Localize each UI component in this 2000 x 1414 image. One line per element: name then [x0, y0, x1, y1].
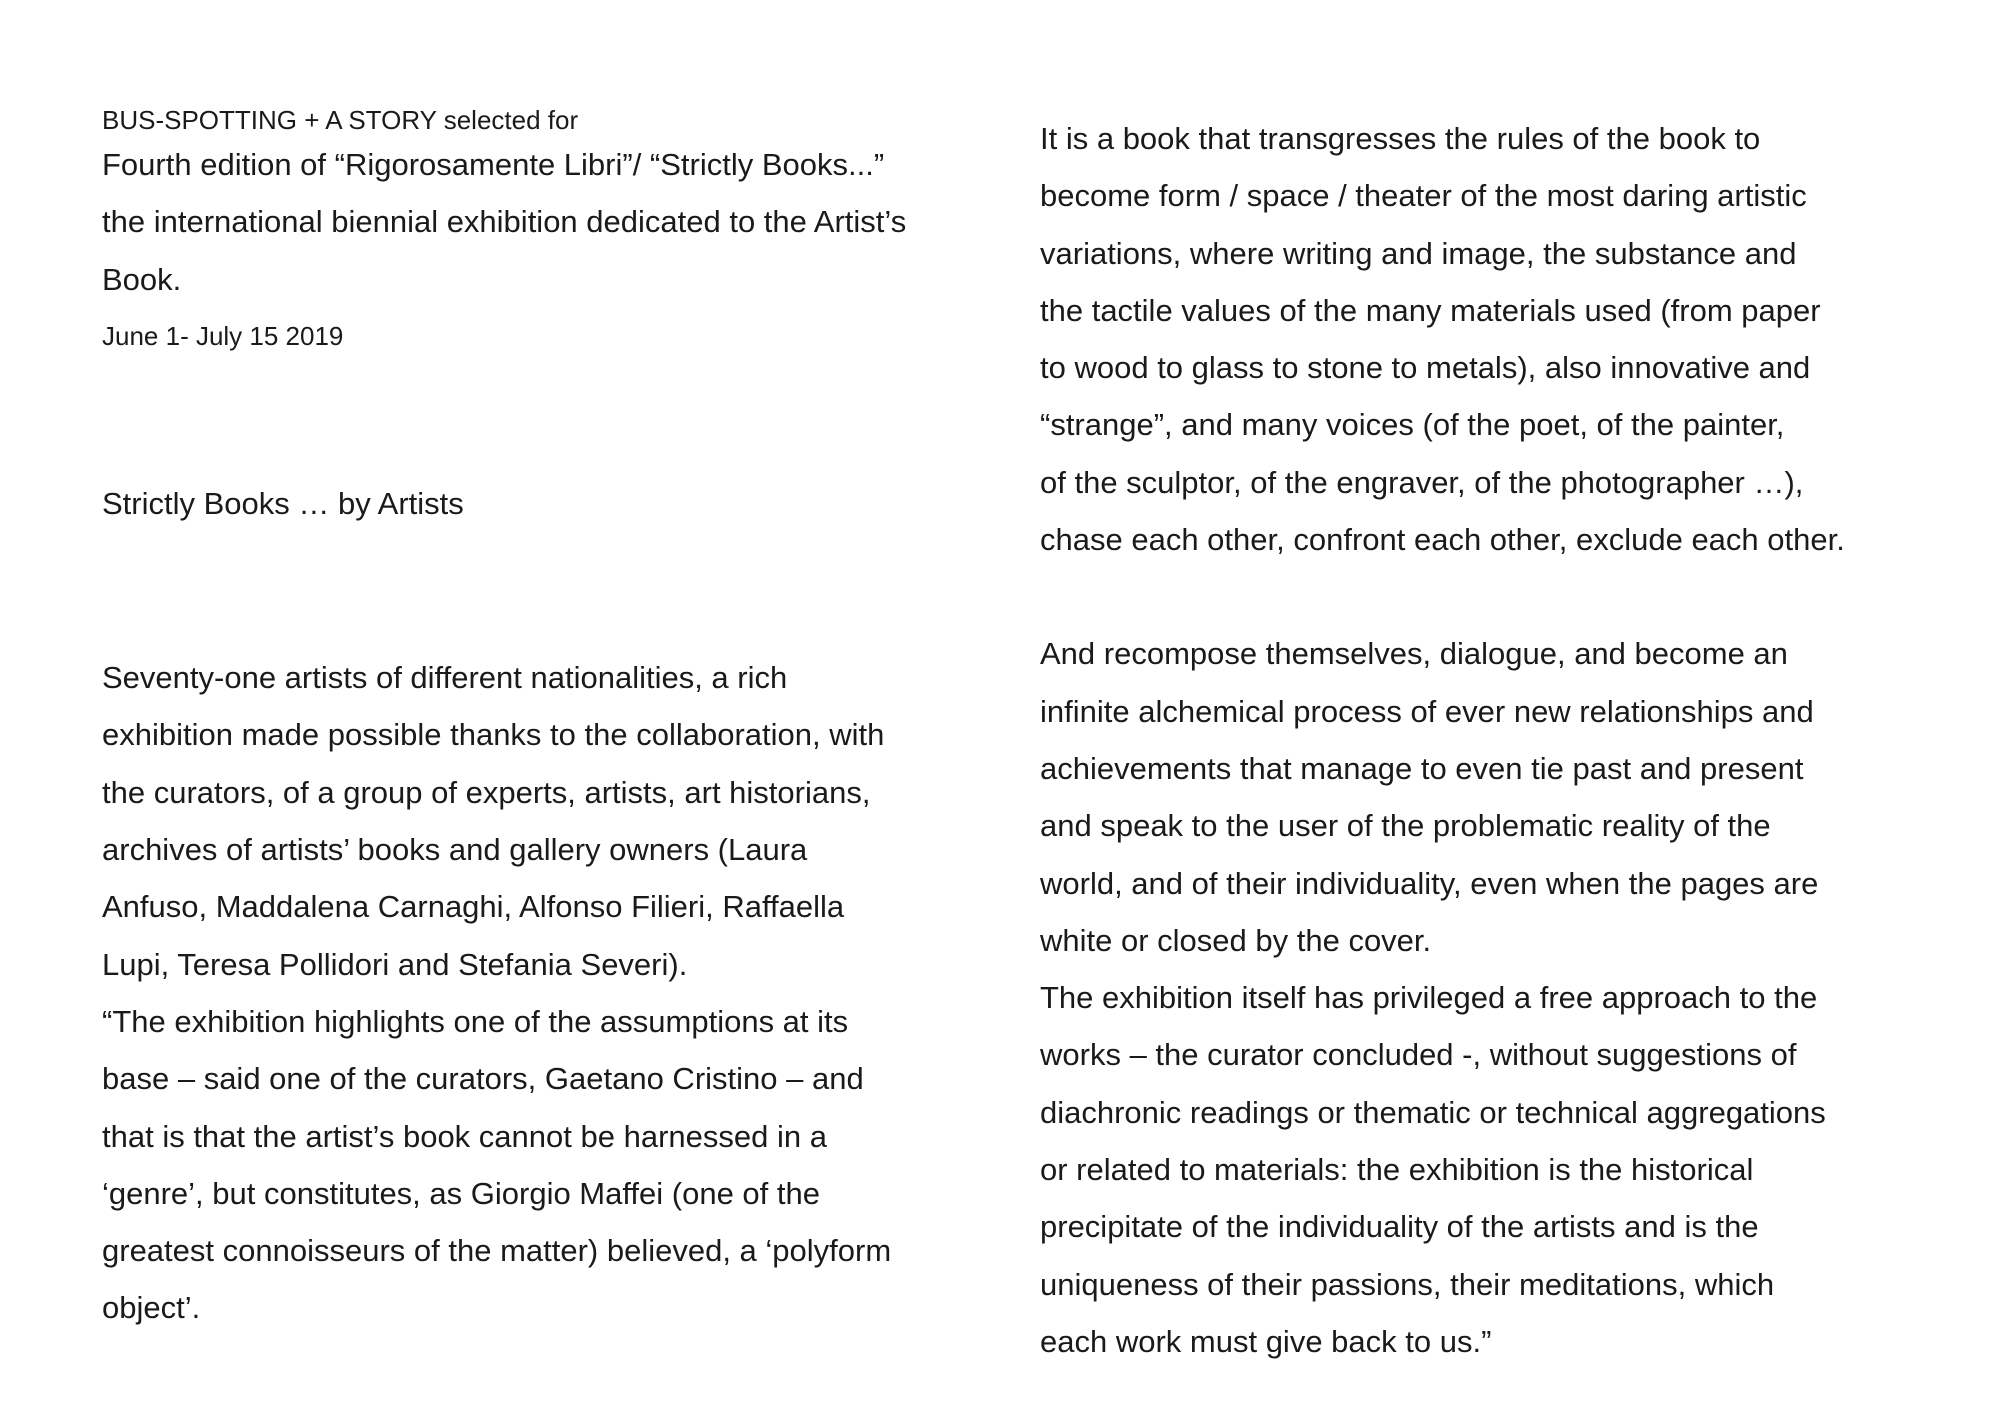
- exhibition-date: June 1- July 15 2019: [102, 320, 344, 351]
- quote-paragraph: “The exhibition highlights one of the assumptions at its base – said one of the curators, Gaetano Cristino – and that is that the artist’s book cannot be harnessed in a ‘genre’, but constitutes, as Giorgio Maffei (one of the greatest connoisseurs of the matter) believed, a ‘polyform object’.: [102, 1003, 892, 1326]
- right-paragraph-3: The exhibition itself has privileged a free approach to the works – the curator concluded -, without suggestions of diachronic readings or thematic or technical aggregations or related to materials: the exhibition is the historical precipitate of the individuality of the artists and is the uniqueness of their passions, their meditations, which each work must give back to us.”: [1040, 980, 1826, 1359]
- right-column: [1040, 110, 1970, 1370]
- right-paragraph-2: And recompose themselves, dialogue, and become an infinite alchemical process of ever new relationships and achievements that manage to even tie past and present and speak to the user of the problematic reality of the world, and of their individuality, even when the pages are white or closed by the cover.: [1040, 636, 1819, 958]
- subtitle: Strictly Books … by Artists: [102, 485, 464, 521]
- intro-paragraph: Seventy-one artists of different nationalities, a rich exhibition made possible thanks to the collaboration, with the curators, of a group of experts, artists, art historians, archives of artists’ books and gallery owners (Laura Anfuso, Maddalena Carnaghi, Alfonso Filieri, Raffaella Lupi, Teresa Pollidori and Stefania Severi).: [102, 660, 885, 982]
- exhibition-heading: Fourth edition of “Rigorosamente Libri”/ “Strictly Books...” the international biennial exhibition dedicated to the Artist’s Book.: [102, 147, 907, 297]
- left-column: [102, 104, 1002, 1337]
- selected-line: BUS-SPOTTING + A STORY selected for: [102, 105, 579, 135]
- right-paragraph-1: It is a book that transgresses the rules of the book to become form / space / theater of the most daring artistic variations, where writing and image, the substance and the tactile values of the many materials used (from paper to wood to glass to stone to metals), also innovative and “strange”, and many voices (of the poet, of the painter, of the sculptor, of the engraver, of the photographer …), chase each other, confront each other, exclude each other.: [1040, 121, 1845, 558]
